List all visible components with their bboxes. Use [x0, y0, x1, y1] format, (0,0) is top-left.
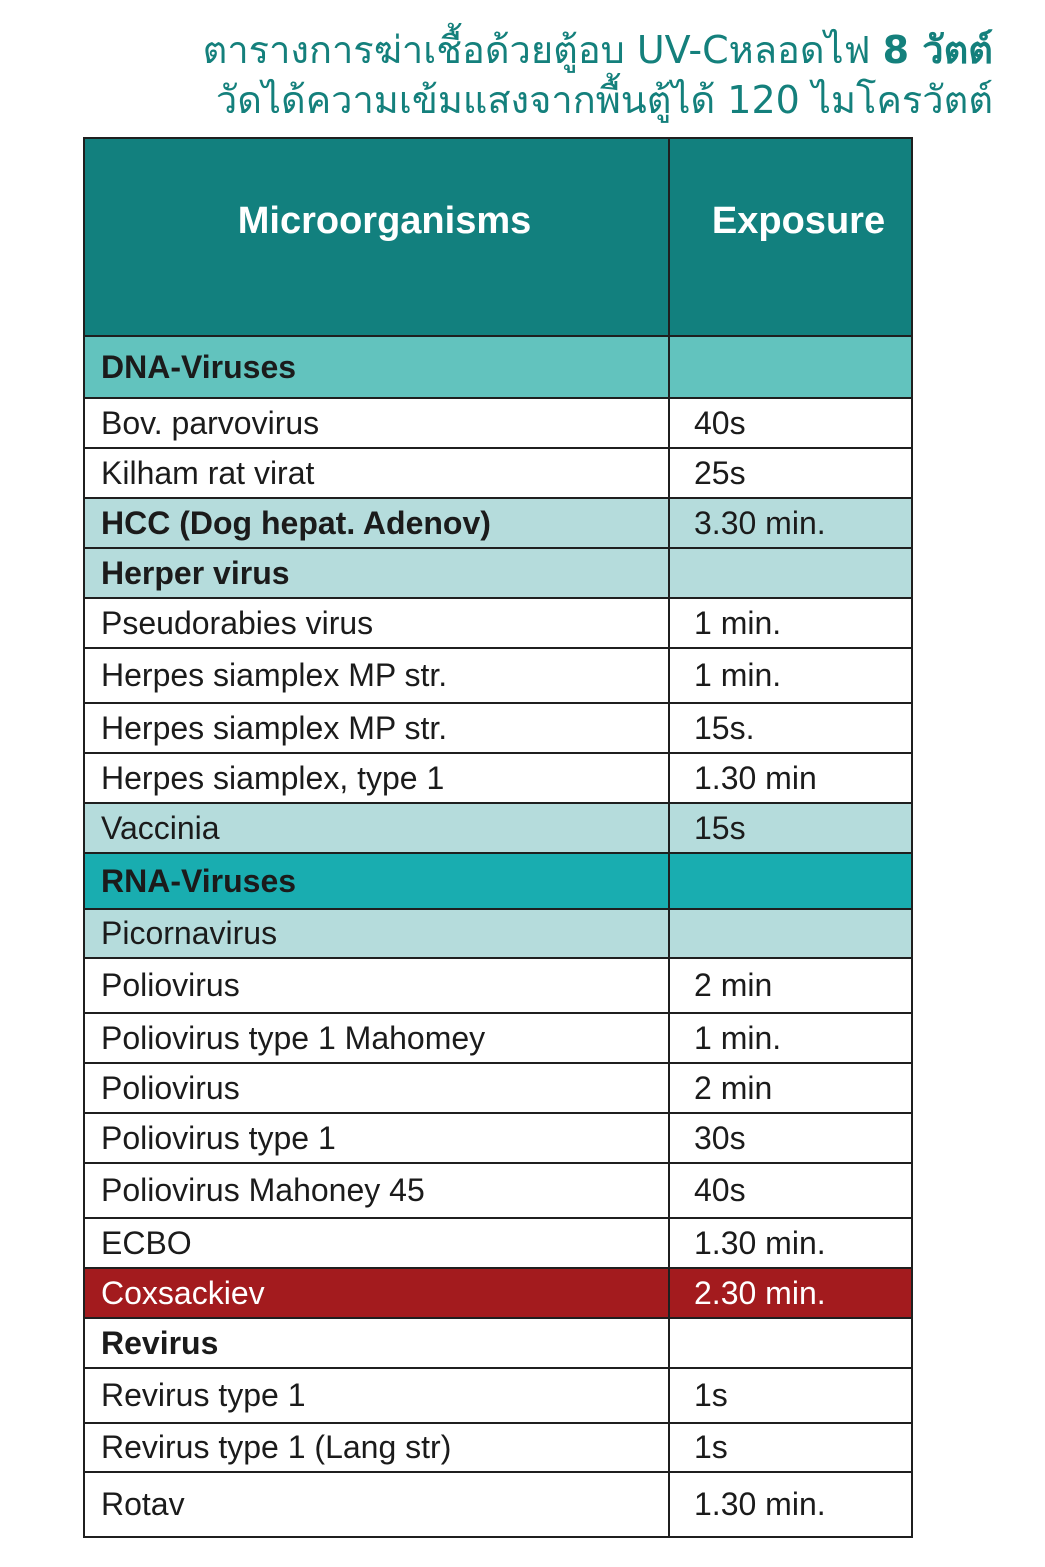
organism-cell: Vaccinia — [84, 803, 669, 853]
table-body — [84, 336, 912, 1537]
table-row — [84, 753, 912, 803]
organism-cell: ECBO — [84, 1218, 669, 1268]
exposure-cell: 1s — [669, 1423, 912, 1472]
organism-cell: Pseudorabies virus — [84, 598, 669, 648]
organism-cell: Herper virus — [84, 548, 669, 598]
exposure-cell: 1.30 min. — [669, 1472, 912, 1537]
exposure-cell: 1 min. — [669, 648, 912, 703]
title-text: ตารางการฆ่าเชื้อด้วยตู้อบ UV-Cหลอดไฟ — [202, 28, 871, 72]
table-row — [84, 1423, 912, 1472]
organism-cell: Poliovirus type 1 — [84, 1113, 669, 1163]
table-row — [84, 1318, 912, 1368]
organism-cell: Coxsackiev — [84, 1268, 669, 1318]
table-row — [84, 648, 912, 703]
title-wattage: 8 วัตต์ — [882, 28, 993, 72]
exposure-cell: 1s — [669, 1368, 912, 1423]
exposure-cell: 1 min. — [669, 598, 912, 648]
exposure-cell: 1.30 min — [669, 753, 912, 803]
page-title-line-1 — [203, 26, 993, 74]
column-header-exposure: Exposure — [669, 138, 912, 336]
exposure-cell: 25s — [669, 448, 912, 498]
organism-cell: Bov. parvovirus — [84, 398, 669, 448]
organism-cell: Poliovirus — [84, 1063, 669, 1113]
table-row — [84, 703, 912, 753]
column-header-microorganisms: Microorganisms — [84, 138, 669, 336]
organism-cell: Poliovirus Mahoney 45 — [84, 1163, 669, 1218]
exposure-cell: 2 min — [669, 958, 912, 1013]
table-row — [84, 958, 912, 1013]
table-row — [84, 1218, 912, 1268]
exposure-cell: 1.30 min. — [669, 1218, 912, 1268]
table-row — [84, 548, 912, 598]
table-row — [84, 448, 912, 498]
organism-cell: Kilham rat virat — [84, 448, 669, 498]
page-title-line-2: วัดได้ความเข้มแสงจากพื้นตู้ได้ 120 ไมโครวัตต์ — [215, 78, 993, 122]
exposure-cell — [669, 548, 912, 598]
organism-cell: Revirus — [84, 1318, 669, 1368]
table-row — [84, 1013, 912, 1063]
table-row — [84, 498, 912, 548]
exposure-cell: 2.30 min. — [669, 1268, 912, 1318]
table-row — [84, 598, 912, 648]
table-row — [84, 909, 912, 958]
table-row — [84, 1472, 912, 1537]
organism-cell: HCC (Dog hepat. Adenov) — [84, 498, 669, 548]
table-row — [84, 1268, 912, 1318]
organism-cell: Picornavirus — [84, 909, 669, 958]
organism-cell: Poliovirus type 1 Mahomey — [84, 1013, 669, 1063]
organism-cell: Revirus type 1 — [84, 1368, 669, 1423]
exposure-cell — [669, 909, 912, 958]
exposure-cell — [669, 336, 912, 398]
exposure-cell — [669, 1318, 912, 1368]
exposure-cell: 15s. — [669, 703, 912, 753]
exposure-cell: 3.30 min. — [669, 498, 912, 548]
organism-cell: Revirus type 1 (Lang str) — [84, 1423, 669, 1472]
table-header-row — [84, 138, 912, 336]
uv-exposure-table — [83, 137, 913, 1538]
organism-cell: Herpes siamplex, type 1 — [84, 753, 669, 803]
table-row — [84, 398, 912, 448]
organism-cell: Rotav — [84, 1472, 669, 1537]
organism-cell: DNA-Viruses — [84, 336, 669, 398]
organism-cell: Herpes siamplex MP str. — [84, 703, 669, 753]
exposure-cell: 40s — [669, 398, 912, 448]
organism-cell: Poliovirus — [84, 958, 669, 1013]
table-row — [84, 853, 912, 909]
table-row — [84, 336, 912, 398]
organism-cell: Herpes siamplex MP str. — [84, 648, 669, 703]
table-row — [84, 1113, 912, 1163]
table-row — [84, 1163, 912, 1218]
table-row — [84, 1063, 912, 1113]
exposure-cell: 30s — [669, 1113, 912, 1163]
exposure-cell — [669, 853, 912, 909]
exposure-cell: 15s — [669, 803, 912, 853]
table-row — [84, 803, 912, 853]
exposure-cell: 2 min — [669, 1063, 912, 1113]
organism-cell: RNA-Viruses — [84, 853, 669, 909]
exposure-cell: 1 min. — [669, 1013, 912, 1063]
table-row — [84, 1368, 912, 1423]
exposure-cell: 40s — [669, 1163, 912, 1218]
